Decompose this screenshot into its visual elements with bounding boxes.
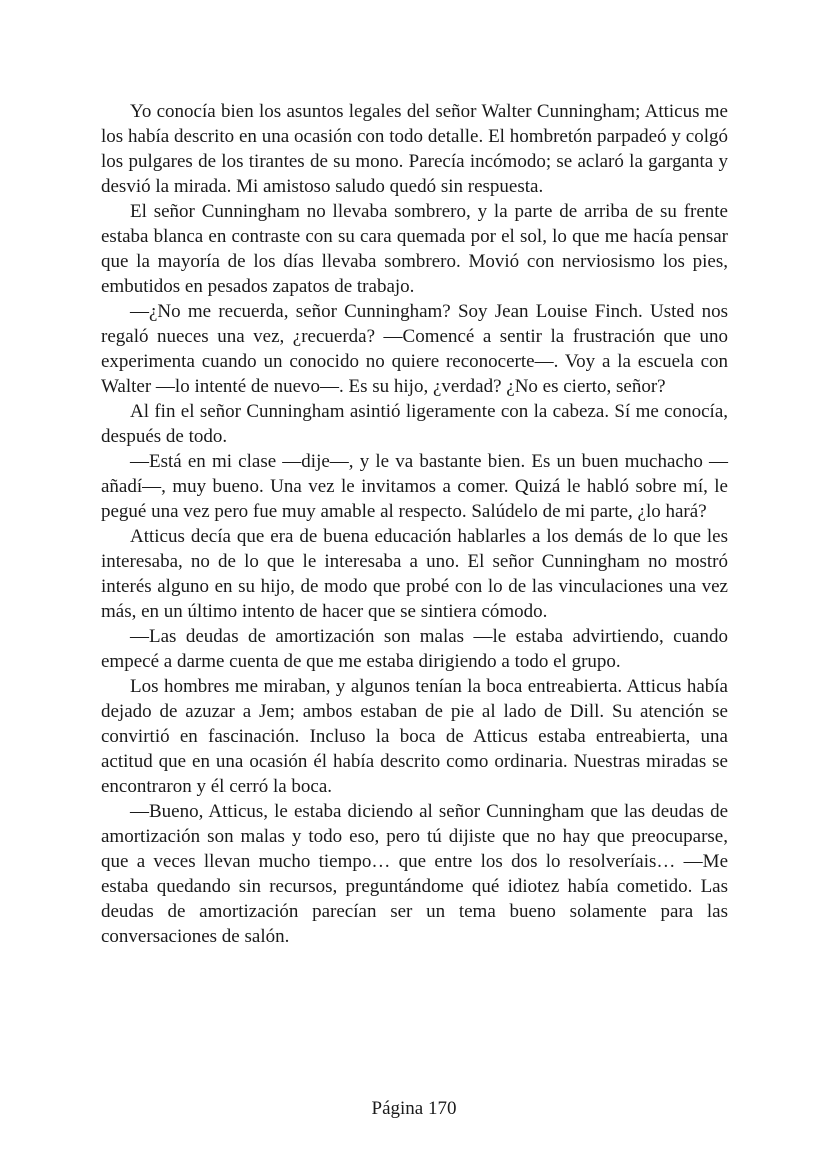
paragraph: —Bueno, Atticus, le estaba diciendo al señor Cunningham que las deudas de amortización son malas y todo eso, pero tú dijiste que no hay que preocuparse, que a veces llevan mucho tiempo… que entre los dos lo resolveríais… —Me estaba quedando sin recursos, preguntándome qué idiotez había cometido. Las deudas de amortización parecían ser un tema bueno solamente para las conversaciones de salón. (101, 801, 728, 947)
paragraph: —Las deudas de amortización son malas —le estaba advirtiendo, cuando empecé a darme cuenta de que me estaba dirigiendo a todo el grupo. (101, 626, 728, 672)
paragraph: El señor Cunningham no llevaba sombrero, y la parte de arriba de su frente estaba blanca en contraste con su cara quemada por el sol, lo que me hacía pensar que la mayoría de los días llevaba sombrero. Movió con nerviosismo los pies, embutidos en pesados zapatos de trabajo. (101, 201, 728, 297)
paragraph: Atticus decía que era de buena educación hablarles a los demás de lo que les interesaba, no de lo que le interesaba a uno. El señor Cunningham no mostró interés alguno en su hijo, de modo que probé con lo de las vinculaciones una vez más, en un último intento de hacer que se sintiera cómodo. (101, 526, 728, 622)
paragraph: —¿No me recuerda, señor Cunningham? Soy Jean Louise Finch. Usted nos regaló nueces una vez, ¿recuerda? —Comencé a sentir la frustración que uno experimenta cuando un conocido no quiere reconocerte—. Voy a la escuela con Walter —lo intenté de nuevo—. Es su hijo, ¿verdad? ¿No es cierto, señor? (101, 301, 728, 397)
paragraph: Yo conocía bien los asuntos legales del señor Walter Cunningham; Atticus me los había descrito en una ocasión con todo detalle. El hombretón parpadeó y colgó los pulgares de los tirantes de su mono. Parecía incómodo; se aclaró la garganta y desvió la mirada. Mi amistoso saludo quedó sin respuesta. (101, 101, 728, 197)
paragraph: —Está en mi clase —dije—, y le va bastante bien. Es un buen muchacho —añadí—, muy bueno. Una vez le invitamos a comer. Quizá le habló sobre mí, le pegué una vez pero fue muy amable al respecto. Salúdelo de mi parte, ¿lo hará? (101, 451, 728, 522)
paragraph: Al fin el señor Cunningham asintió ligeramente con la cabeza. Sí me conocía, después de todo. (101, 401, 728, 447)
page-number: Página 170 (371, 1098, 457, 1119)
body-text (101, 99, 728, 949)
paragraph: Los hombres me miraban, y algunos tenían la boca entreabierta. Atticus había dejado de azuzar a Jem; ambos estaban de pie al lado de Dill. Su atención se convirtió en fascinación. Incluso la boca de Atticus estaba entreabierta, una actitud que en una ocasión él había descrito como ordinaria. Nuestras miradas se encontraron y él cerró la boca. (101, 676, 728, 797)
